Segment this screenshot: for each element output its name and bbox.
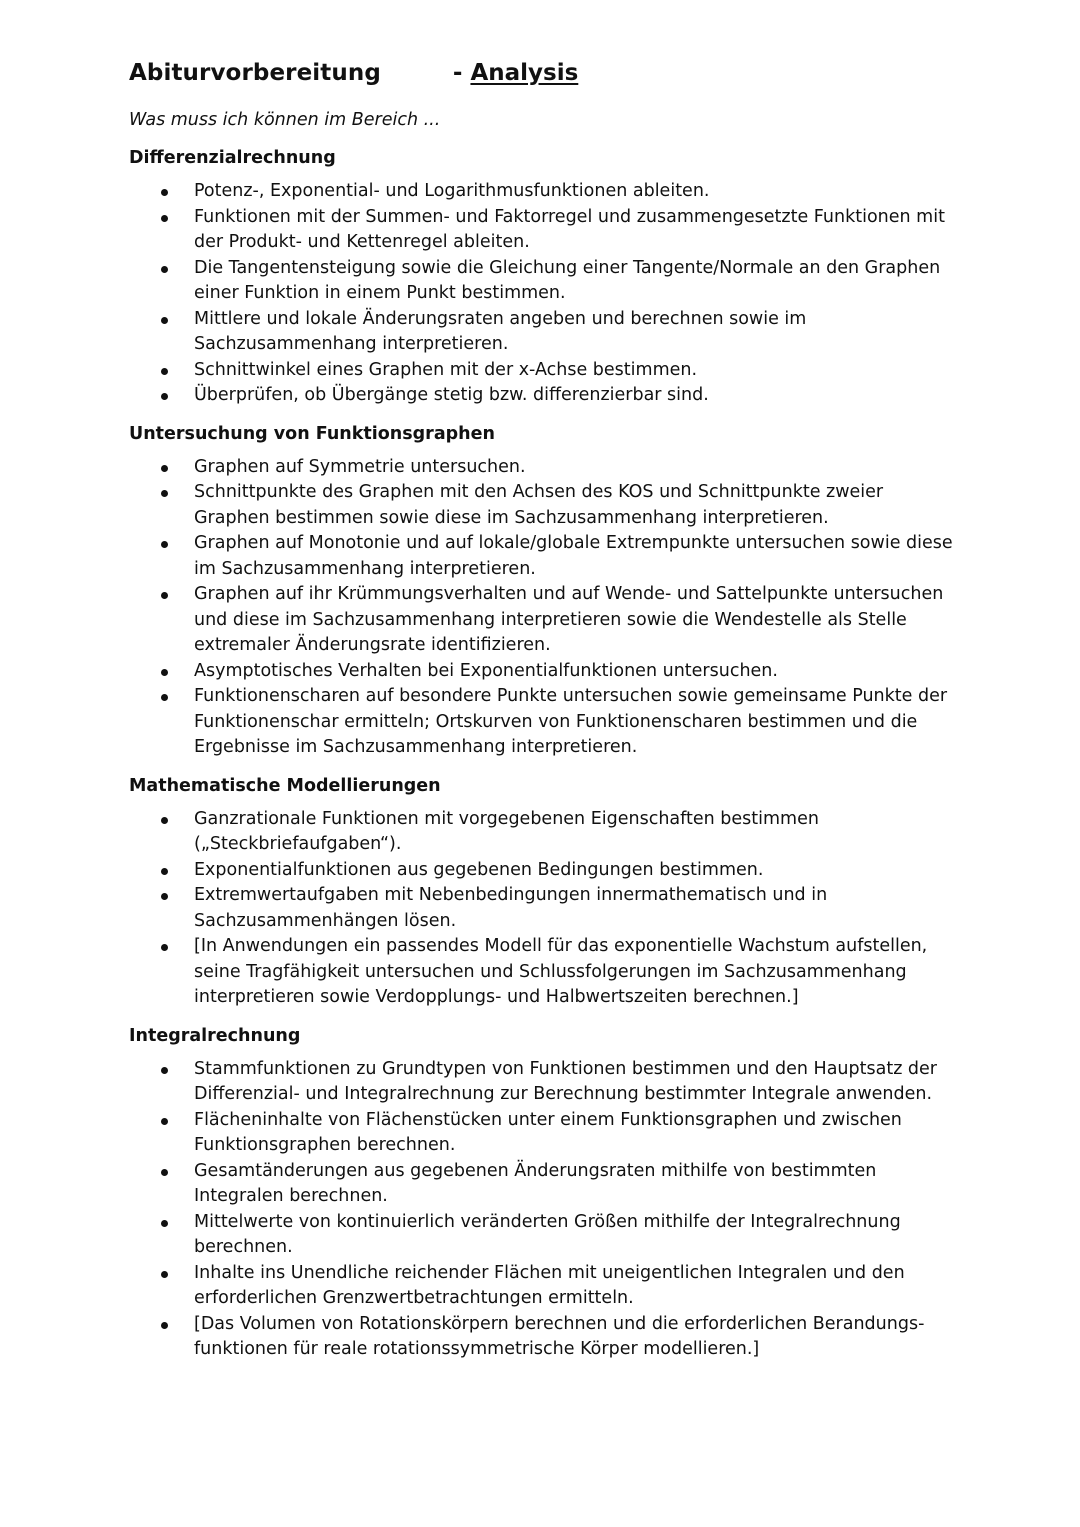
list-item-text: Potenz-, Exponential- und Logarithmusfunktionen ableiten. bbox=[194, 181, 710, 201]
list-item bbox=[129, 1261, 959, 1312]
list-item-text: Exponentialfunktionen aus gegebenen Bedingungen bestimmen. bbox=[194, 859, 764, 880]
list-item-text: Schnittpunkte des Graphen mit den Achsen des KOS und Schnittpunkte zweier Graphen bestimmen sowie diese im Sachzusammenhang interpretieren. bbox=[194, 482, 884, 528]
list-item-text: Funktionenscharen auf besondere Punkte untersuchen sowie gemeinsame Punkte der Funktionenschar ermitteln; Ortskurven von Funktionenscharen bestimmen und die Ergebnisse im Sachzusammenhang interpretieren. bbox=[194, 686, 948, 757]
list-item bbox=[129, 480, 959, 531]
bullet-icon bbox=[161, 1169, 168, 1176]
bullet-icon bbox=[161, 541, 168, 548]
list-item-text: Ganzrationale Funktionen mit vorgegebenen Eigenschaften bestimmen („Steckbriefaufgaben“). bbox=[194, 808, 819, 854]
list-item-text: Schnittwinkel eines Graphen mit der x-Achse bestimmen. bbox=[194, 359, 698, 380]
list-item bbox=[129, 883, 959, 934]
list-item bbox=[129, 307, 959, 358]
list-item-text: Mittelwerte von kontinuierlich veränderten Größen mithilfe der Integralrechnung berechnen. bbox=[194, 1211, 901, 1257]
bullet-icon bbox=[161, 1271, 168, 1278]
bullet-list bbox=[129, 1057, 959, 1363]
bullet-list bbox=[129, 807, 959, 1011]
list-item-text: Funktionen mit der Summen- und Faktorregel und zusammengesetzte Funktionen mit der Produkt- und Kettenregel ableiten. bbox=[194, 206, 945, 252]
sections-container bbox=[129, 145, 959, 1363]
bullet-icon bbox=[161, 266, 168, 273]
list-item bbox=[129, 205, 959, 256]
title-dash: - bbox=[452, 60, 463, 86]
list-item-text: Inhalte ins Unendliche reichender Flächen mit uneigentlichen Integralen und den erforderlichen Grenzwertbetrachtungen ermitteln. bbox=[194, 1262, 905, 1308]
list-item bbox=[129, 1210, 959, 1261]
list-item bbox=[129, 934, 959, 1011]
list-item bbox=[129, 858, 959, 884]
bullet-icon bbox=[161, 465, 168, 472]
list-item-text: Graphen auf Monotonie und auf lokale/globale Extrempunkte untersuchen sowie diese im Sachzusammenhang interpretieren. bbox=[194, 533, 953, 579]
list-item bbox=[129, 1108, 959, 1159]
bullet-icon bbox=[161, 1118, 168, 1125]
bullet-icon bbox=[161, 189, 168, 196]
list-item bbox=[129, 1159, 959, 1210]
list-item-text: Mittlere und lokale Änderungsraten angeben und berechnen sowie im Sachzusammenhang interpretieren. bbox=[194, 308, 807, 354]
list-item bbox=[129, 455, 959, 481]
bullet-icon bbox=[161, 1220, 168, 1227]
bullet-icon bbox=[161, 694, 168, 701]
intro-text: Was muss ich können im Bereich ... bbox=[129, 110, 441, 130]
list-item bbox=[129, 1057, 959, 1108]
list-item bbox=[129, 531, 959, 582]
bullet-icon bbox=[161, 669, 168, 676]
list-item-text: Flächeninhalte von Flächenstücken unter einem Funktionsgraphen und zwischen Funktionsgraphen berechnen. bbox=[194, 1109, 902, 1155]
list-item-text: Überprüfen, ob Übergänge stetig bzw. differenzierbar sind. bbox=[194, 385, 709, 405]
bullet-icon bbox=[161, 944, 168, 951]
bullet-icon bbox=[161, 817, 168, 824]
bullet-list bbox=[129, 179, 959, 409]
title-row bbox=[129, 60, 959, 100]
section-heading: Differenzialrechnung bbox=[129, 148, 336, 168]
page-subtitle: Analysis bbox=[470, 60, 579, 86]
list-item bbox=[129, 179, 959, 205]
bullet-icon bbox=[161, 317, 168, 324]
list-item bbox=[129, 684, 959, 761]
page-title: Abiturvorbereitung bbox=[129, 60, 381, 86]
list-item-text: Die Tangentensteigung sowie die Gleichung einer Tangente/Normale an den Graphen einer Funktion in einem Punkt bestimmen. bbox=[194, 257, 941, 303]
list-item bbox=[129, 1312, 959, 1363]
section-heading: Mathematische Modellierungen bbox=[129, 775, 441, 796]
document-page bbox=[129, 60, 959, 1363]
bullet-list bbox=[129, 455, 959, 761]
list-item-text: Graphen auf Symmetrie untersuchen. bbox=[194, 456, 526, 477]
list-item bbox=[129, 383, 959, 409]
bullet-icon bbox=[161, 868, 168, 875]
bullet-icon bbox=[161, 490, 168, 497]
list-item bbox=[129, 358, 959, 384]
section-heading: Integralrechnung bbox=[129, 1025, 301, 1046]
list-item-text: Asymptotisches Verhalten bei Exponentialfunktionen untersuchen. bbox=[194, 660, 778, 681]
list-item-text: Stammfunktionen zu Grundtypen von Funktionen bestimmen und den Hauptsatz der Differenzial- und Integralrechnung zur Berechnung bestimmter Integrale anwenden. bbox=[194, 1058, 938, 1104]
list-item-text: [Das Volumen von Rotationskörpern berechnen und die erforderlichen Berandungs-funktionen für reale rotationssymmetrische Körper modellieren.] bbox=[194, 1313, 925, 1359]
list-item bbox=[129, 807, 959, 858]
list-item-text: [In Anwendungen ein passendes Modell für das exponentielle Wachstum aufstellen, seine Tragfähigkeit untersuchen und Schlussfolgerungen im Sachzusammenhang interpretieren sowie Verdopplungs- und Halbwertszeiten berechnen.] bbox=[194, 936, 928, 1007]
bullet-icon bbox=[161, 592, 168, 599]
list-item bbox=[129, 582, 959, 659]
bullet-icon bbox=[161, 1322, 168, 1329]
bullet-icon bbox=[161, 215, 168, 222]
list-item bbox=[129, 256, 959, 307]
list-item-text: Gesamtänderungen aus gegebenen Änderungsraten mithilfe von bestimmten Integralen berechnen. bbox=[194, 1160, 877, 1206]
list-item-text: Graphen auf ihr Krümmungsverhalten und auf Wende- und Sattelpunkte untersuchen und diese im Sachzusammenhang interpretieren sowie die Wendestelle als Stelle extremaler Änderungsrate identifizieren. bbox=[194, 584, 944, 655]
bullet-icon bbox=[161, 393, 168, 400]
bullet-icon bbox=[161, 1067, 168, 1074]
bullet-icon bbox=[161, 368, 168, 375]
bullet-icon bbox=[161, 893, 168, 900]
list-item-text: Extremwertaufgaben mit Nebenbedingungen innermathematisch und in Sachzusammenhängen lösen. bbox=[194, 885, 828, 931]
section-heading: Untersuchung von Funktionsgraphen bbox=[129, 423, 495, 444]
list-item bbox=[129, 659, 959, 685]
